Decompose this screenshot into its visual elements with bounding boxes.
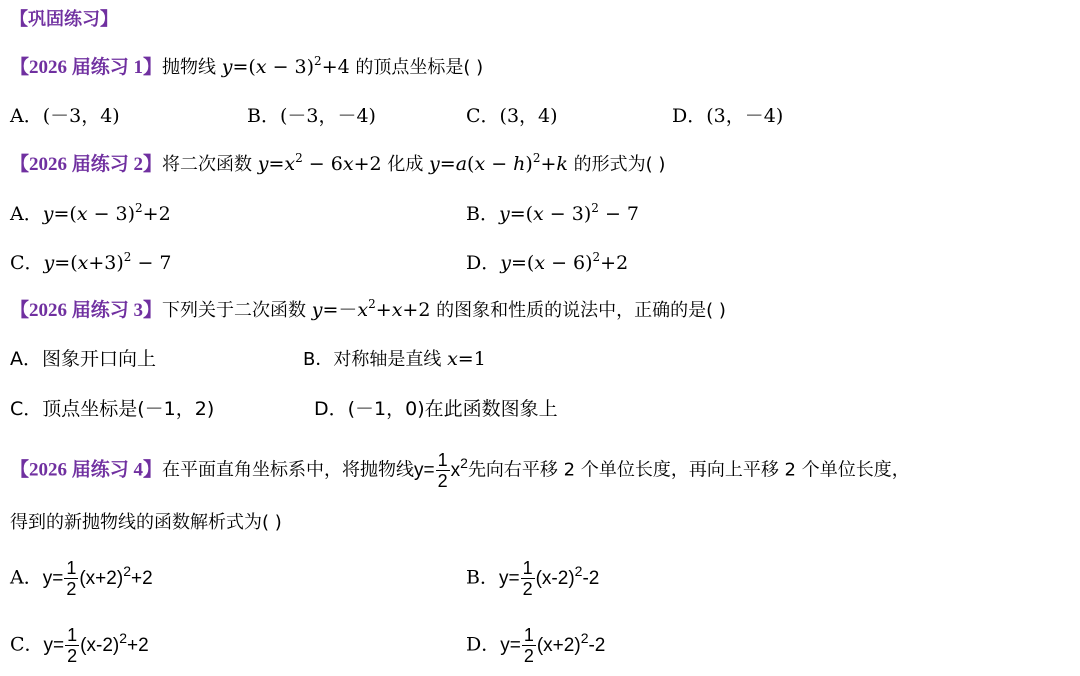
q4-option-a[interactable]: A．y= $\frac{1}{2}$ $(x+2)^2+2$ xyxy=(10,558,153,599)
q3-option-a[interactable]: A．图象开口向上 xyxy=(10,348,156,370)
q3-option-c[interactable]: C．顶点坐标是(－1，2) xyxy=(10,398,215,420)
question-3-tag: 【2026 届练习 3】 xyxy=(10,300,163,321)
q2-option-b[interactable]: B．$y=(x - 3)^2 - 7$ xyxy=(466,201,639,225)
q1-option-d[interactable]: D．(3，－4) xyxy=(672,105,784,127)
question-1-tag: 【2026 届练习 1】 xyxy=(10,57,163,78)
question-2-formula-1: $y=x^2 - 6x+2$ xyxy=(257,151,382,175)
question-3: 【2026 届练习 3】下列关于二次函数 $y=-x^2+x+2$ 的图象和性质的说法中，正确的是( ) xyxy=(10,297,726,321)
q1-option-b[interactable]: B．(－3，－4) xyxy=(247,105,376,127)
question-1: 【2026 届练习 1】抛物线 $y=(x - 3)^2+4$ 的顶点坐标是( ) xyxy=(10,54,484,78)
question-2-tag: 【2026 届练习 2】 xyxy=(10,154,163,175)
q2-option-a[interactable]: A．$y=(x - 3)^2+2$ xyxy=(10,201,171,225)
question-4-continuation: 得到的新抛物线的函数解析式为( ) xyxy=(10,512,282,533)
question-2-formula-2: $y=a(x - h)^2+k$ xyxy=(429,151,568,175)
q4-option-d[interactable]: D．y= $\frac{1}{2}$ $(x+2)^2-2$ xyxy=(466,625,606,666)
q3-option-d[interactable]: D．(－1，0)在此函数图象上 xyxy=(314,398,558,420)
question-3-formula: $y=-x^2+x+2$ xyxy=(311,297,431,321)
question-2: 【2026 届练习 2】将二次函数 $y=x^2 - 6x+2$ 化成 $y=a(x - h)^2+k$ 的形式为( ) xyxy=(10,151,666,175)
q1-option-c[interactable]: C．(3，4) xyxy=(466,105,558,127)
question-4: 【2026 届练习 4】在平面直角坐标系中，将抛物线y= $\frac{1}{2}$ $x^2$先向右平移 2 个单位长度，再向上平移 2 个单位长度， xyxy=(10,450,910,491)
q2-option-d[interactable]: D．$y=(x - 6)^2+2$ xyxy=(466,250,629,274)
question-1-formula: $y=(x - 3)^2+4$ xyxy=(221,54,350,78)
q3-option-b[interactable]: B．对称轴是直线 x=1 xyxy=(303,348,486,370)
question-4-tag: 【2026 届练习 4】 xyxy=(10,459,163,481)
q1-option-a[interactable]: A．(－3，4) xyxy=(10,105,120,127)
section-title: 【巩固练习】 xyxy=(10,9,118,30)
q4-option-b[interactable]: B．y= $\frac{1}{2}$ $(x-2)^2-2$ xyxy=(466,558,600,599)
q4-option-c[interactable]: C．y= $\frac{1}{2}$ $(x-2)^2+2$ xyxy=(10,625,149,666)
q2-option-c[interactable]: C．$y=(x+3)^2 - 7$ xyxy=(10,250,172,274)
question-4-formula: y= $\frac{1}{2}$ $x^2$ xyxy=(414,450,468,491)
